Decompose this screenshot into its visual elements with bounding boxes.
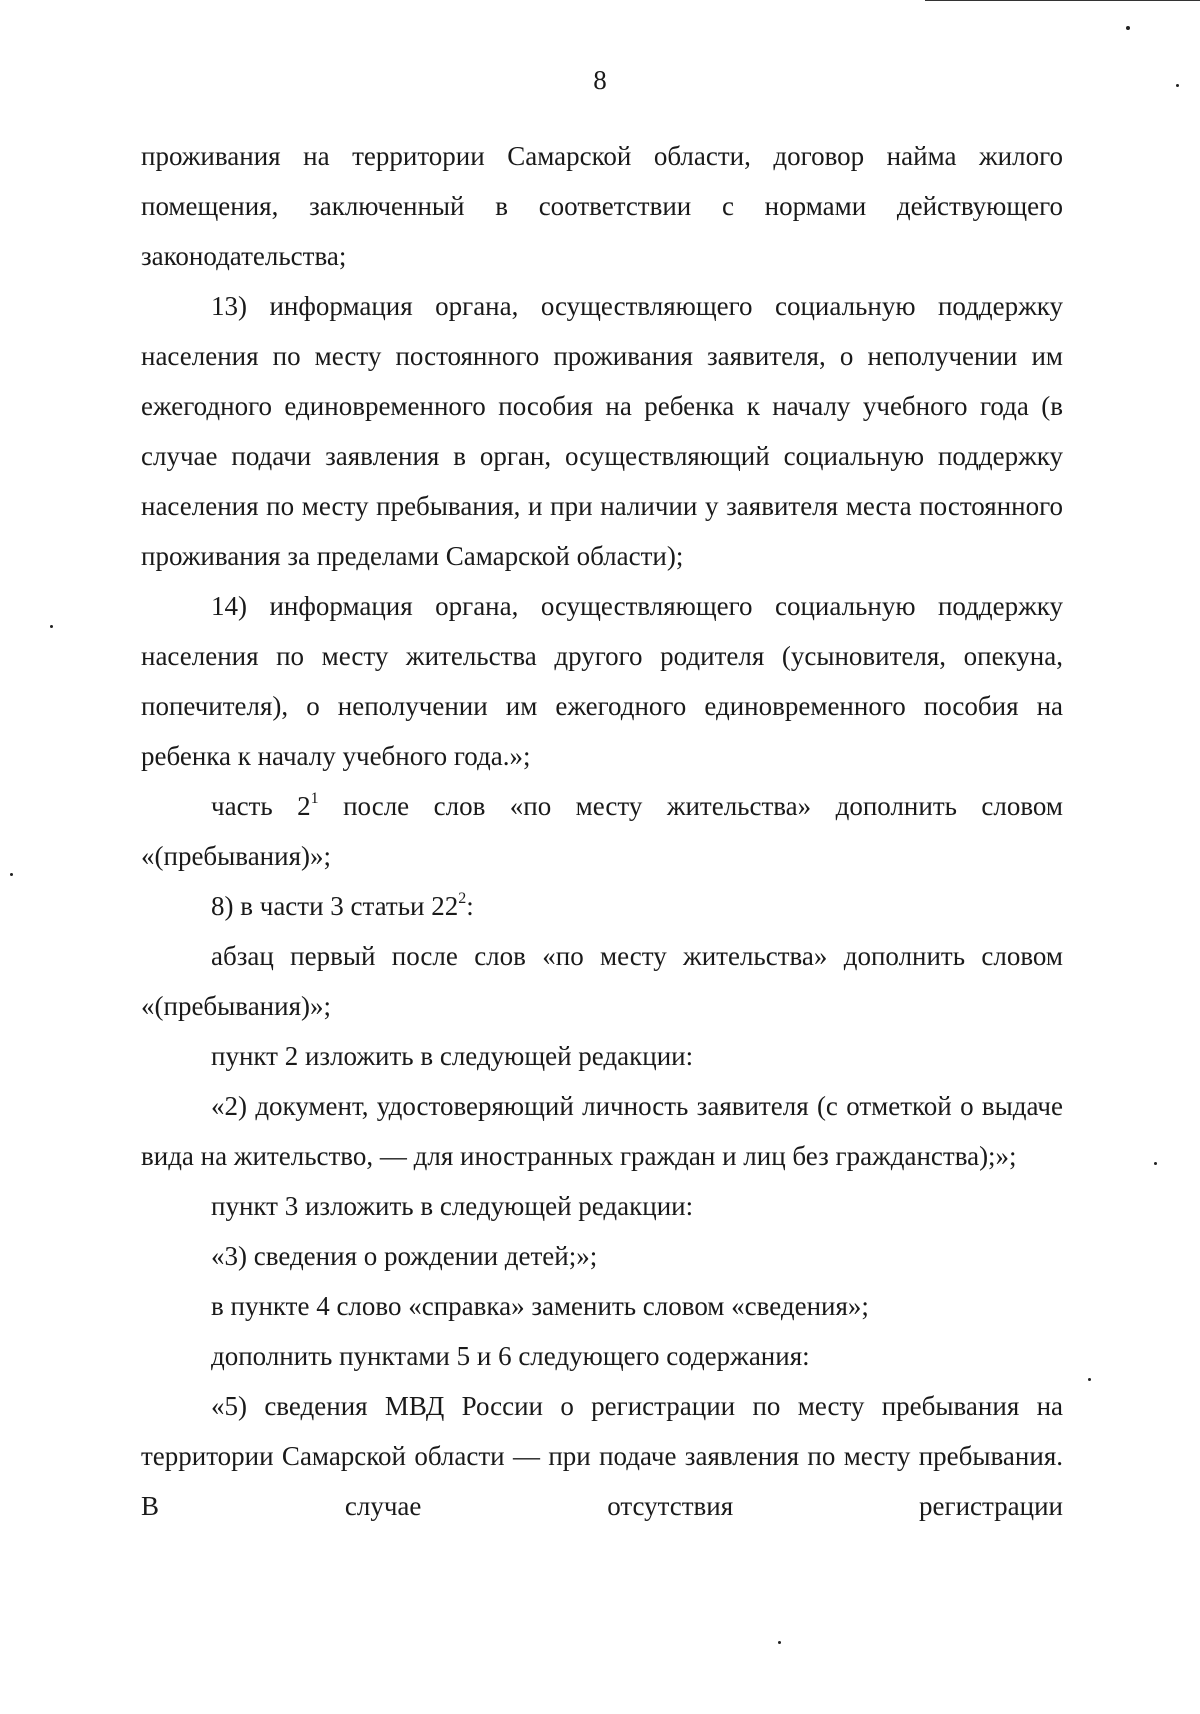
paragraph-continuation: проживания на территории Самарской области, договор найма жилого помещения, заключенный в соответствии с нормами действующего законодательства; xyxy=(141,141,1063,271)
paragraph-item-14: 14) информация органа, осуществляющего социальную поддержку населения по месту жительства другого родителя (усыновителя, опекуна, попечителя), о неполучении им ежегодного единовременного пособия на ребенка к началу учебного года.»; xyxy=(141,591,1063,771)
scan-speck xyxy=(778,1641,781,1644)
paragraph-first-abzac: абзац первый после слов «по месту жительства» дополнить словом «(пребывания)»; xyxy=(141,941,1063,1021)
scan-speck xyxy=(10,873,13,876)
paragraph-text: : xyxy=(466,891,474,921)
paragraph-text: часть 2 xyxy=(211,791,311,821)
paragraph-point-2-intro: пункт 2 изложить в следующей редакции: xyxy=(211,1041,694,1071)
paragraph-part-2-1 xyxy=(141,781,1063,881)
paragraph-item-13: 13) информация органа, осуществляющего социальную поддержку населения по месту постоянного проживания заявителя, о неполучении им ежегодного единовременного пособия на ребенка к началу учебного года (в случае подачи заявления в орган, осуществляющий социальную поддержку населения по месту пребывания, и при наличии у заявителя места постоянного проживания за пределами Самарской области); xyxy=(141,291,1063,571)
scan-speck xyxy=(1154,1162,1157,1165)
scan-edge-line xyxy=(925,0,1200,1)
paragraph-point-3-intro: пункт 3 изложить в следующей редакции: xyxy=(211,1191,694,1221)
paragraph-text: 8) в части 3 статьи 22 xyxy=(211,891,459,921)
document-body xyxy=(141,131,1063,1531)
page-number: 8 xyxy=(593,65,607,95)
paragraph-add-points: дополнить пунктами 5 и 6 следующего содержания: xyxy=(211,1341,810,1371)
paragraph-item-8 xyxy=(141,881,1063,931)
paragraph-point-3-text: «3) сведения о рождении детей;»; xyxy=(211,1241,598,1271)
superscript: 2 xyxy=(458,890,467,907)
scan-speck xyxy=(50,625,53,628)
scan-speck xyxy=(1088,1378,1091,1381)
paragraph-text: после слов «по месту жительства» дополнить словом «(пребывания)»; xyxy=(141,791,1063,871)
superscript: 1 xyxy=(310,790,319,807)
scan-speck xyxy=(1126,26,1130,30)
paragraph-point-2-text: «2) документ, удостоверяющий личность заявителя (с отметкой о выдаче вида на жительство, — для иностранных граждан и лиц без гражданства);»; xyxy=(141,1091,1063,1171)
paragraph-point-5-text: «5) сведения МВД России о регистрации по месту пребывания на территории Самарской области — при подаче заявления по месту пребывания. В случае отсутствия регистрации xyxy=(141,1391,1063,1521)
paragraph-point-4: в пункте 4 слово «справка» заменить словом «сведения»; xyxy=(211,1291,869,1321)
